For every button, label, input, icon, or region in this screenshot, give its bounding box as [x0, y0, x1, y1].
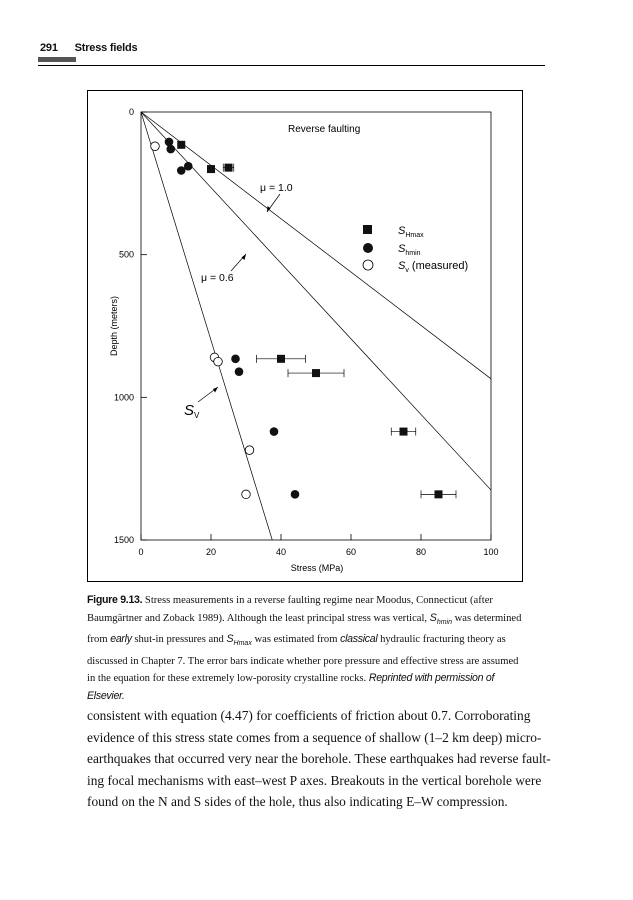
y-axis-label: Depth (meters): [109, 295, 119, 357]
y-tick-label: 1500: [113, 535, 134, 545]
caption-text-1: Stress measurements in a reverse faulting regime near Moodus, Connecticut (after Baumgärtner and Zoback 1989). Although the least principal stress was vertical,: [87, 595, 493, 624]
stress-depth-chart: [87, 90, 523, 582]
shmax-point: [207, 165, 215, 173]
x-tick-label: 80: [415, 547, 427, 557]
shmax-point: [277, 355, 285, 363]
mu-1-arrowhead: [267, 206, 271, 212]
running-header: [40, 42, 137, 54]
mu-06-label: μ = 0.6: [201, 272, 234, 284]
page-number: 291: [40, 42, 58, 54]
x-axis-label: Stress (MPa): [290, 563, 344, 573]
shmin-point: [165, 138, 174, 147]
caption-text-2: was determined from: [87, 612, 522, 646]
sv-point: [242, 490, 251, 499]
line-mu-0.6: [141, 112, 491, 490]
x-tick-label: 40: [275, 547, 287, 557]
x-tick-label: 60: [345, 547, 357, 557]
line-mu-1.0: [141, 112, 491, 379]
figure-label: Figure 9.13.: [87, 594, 143, 606]
body-line: found on the N and S sides of the hole, thus also indicating E–W compression.: [87, 794, 508, 809]
x-tick-label: 100: [483, 547, 499, 557]
x-tick-label: 0: [138, 547, 144, 557]
legend-marker-sv: [363, 260, 373, 270]
header-rule: [38, 65, 545, 66]
caption-classical: classical: [340, 633, 378, 646]
legend-label-shmax: $S_{Hmax}$: [398, 225, 424, 239]
body-line: evidence of this stress state comes from a sequence of shallow (1–2 km deep) micro-: [87, 729, 542, 745]
section-title: Stress fields: [74, 42, 138, 54]
legend-label-shmin: $S_{hmin}$: [398, 243, 421, 257]
caption-text-5: hydraulic fracturing theory as discussed in Chapter 7. The error bars indicate whether pore pressure and effective stress are assumed in the equation for these extremely low-porosity crystalline rocks.: [87, 634, 519, 685]
axis-ticks: [114, 107, 499, 557]
shmax-symbol: $S_{Hmax}$: [226, 633, 252, 648]
mu-06-arrowhead: [242, 254, 247, 260]
shmin-point: [177, 166, 186, 175]
figure-caption: [87, 592, 527, 705]
body-line: consistent with equation (4.47) for coefficients of friction about 0.7. Corroborating: [87, 708, 531, 723]
legend-label-sv: $S_v$ (measured): [398, 260, 469, 274]
shmax-point: [400, 428, 408, 436]
body-text: [87, 705, 551, 813]
mu-1-label: μ = 1.0: [260, 182, 293, 194]
shmin-point: [291, 490, 300, 499]
plot-area: [141, 112, 491, 540]
body-line: earthquakes that occurred very near the borehole. These earthquakes had reverse fault-: [87, 751, 551, 766]
chart-axes: [141, 112, 491, 540]
sv-point: [151, 142, 160, 151]
shmax-point: [225, 164, 233, 172]
line-Sv: [141, 112, 272, 540]
shmax-point: [177, 141, 185, 149]
sv-line-label: $S_V$: [184, 402, 200, 420]
legend-marker-shmax: [363, 225, 372, 234]
caption-reprint-note: Reprinted with permission of Elsevier.: [87, 672, 495, 702]
shmax-point: [312, 369, 320, 377]
y-tick-label: 500: [118, 249, 134, 260]
sv-arrowhead: [213, 387, 218, 393]
chart-title: Reverse faulting: [288, 124, 361, 135]
caption-text-4: was estimated from: [251, 634, 341, 646]
shmin-symbol: $S_{hmin}$: [429, 611, 452, 626]
sv-point: [245, 446, 254, 455]
shmin-point: [235, 367, 244, 376]
friction-lines: [141, 112, 491, 540]
body-line: ing focal mechanisms with east–west P axes. Breakouts in the vertical borehole were: [87, 772, 542, 788]
data-marks: [151, 138, 456, 499]
caption-text-3: shut-in pressures and: [131, 634, 227, 646]
shmin-point: [166, 145, 175, 154]
x-tick-label: 20: [205, 547, 217, 557]
sv-point: [214, 357, 223, 366]
shmax-point: [435, 490, 443, 498]
shmin-point: [270, 427, 279, 436]
legend-marker-shmin: [363, 243, 373, 253]
header-bar: [38, 57, 76, 62]
y-tick-label: 1000: [113, 392, 134, 403]
caption-early: early: [110, 633, 132, 646]
y-tick-label: 0: [128, 107, 134, 117]
shmin-point: [231, 355, 240, 364]
legend: [363, 225, 468, 274]
